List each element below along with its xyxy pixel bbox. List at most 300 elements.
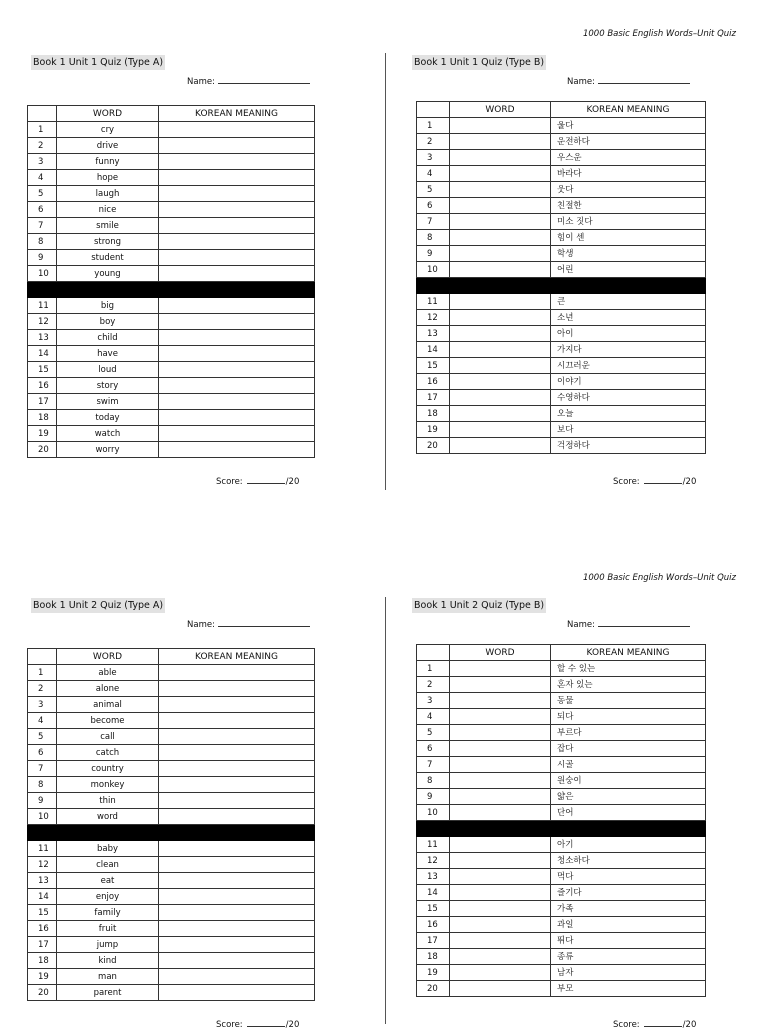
row-number: 1: [417, 661, 450, 677]
word-answer-cell[interactable]: [450, 773, 551, 789]
table-row: [417, 390, 706, 406]
row-number: 4: [417, 166, 450, 182]
table-row: [417, 310, 706, 326]
row-number: 7: [28, 761, 57, 777]
word-answer-cell[interactable]: [450, 853, 551, 869]
row-number: 9: [417, 246, 450, 262]
meaning-answer-cell[interactable]: [159, 362, 315, 378]
table-row: [28, 713, 315, 729]
korean-meaning-cell: 잡다: [551, 741, 706, 757]
row-number: 13: [417, 869, 450, 885]
row-number: 6: [28, 202, 57, 218]
korean-meaning-cell: 힘이 센: [551, 230, 706, 246]
word-answer-cell[interactable]: [450, 677, 551, 693]
row-number: 20: [417, 981, 450, 997]
word-cell: student: [57, 250, 159, 266]
row-number: 1: [28, 122, 57, 138]
table-row: [417, 262, 706, 278]
row-number: 14: [28, 346, 57, 362]
meaning-answer-cell[interactable]: [159, 841, 315, 857]
row-number: 9: [417, 789, 450, 805]
name-label: Name:: [567, 620, 595, 630]
column-divider-top: [385, 53, 386, 490]
quiz-unit1-type-b: [412, 55, 712, 495]
word-cell: call: [57, 729, 159, 745]
word-answer-cell[interactable]: [450, 757, 551, 773]
word-cell: parent: [57, 985, 159, 1001]
word-cell: drive: [57, 138, 159, 154]
row-number: 13: [28, 330, 57, 346]
header-korean-meaning: KOREAN MEANING: [159, 106, 315, 122]
meaning-answer-cell[interactable]: [159, 729, 315, 745]
table-row: [417, 661, 706, 677]
meaning-answer-cell[interactable]: [159, 697, 315, 713]
word-cell: cry: [57, 122, 159, 138]
table-row: [417, 741, 706, 757]
korean-meaning-cell: 즐기다: [551, 885, 706, 901]
row-number: 8: [417, 230, 450, 246]
word-answer-cell[interactable]: [450, 837, 551, 853]
meaning-answer-cell[interactable]: [159, 873, 315, 889]
table-row: [28, 985, 315, 1001]
table-row: [417, 342, 706, 358]
row-number: 7: [28, 218, 57, 234]
table-row: [28, 330, 315, 346]
quiz-title: Book 1 Unit 1 Quiz (Type B): [414, 57, 545, 68]
table-row: [28, 953, 315, 969]
table-row: [417, 949, 706, 965]
score-total: /20: [285, 1020, 300, 1030]
score-total: /20: [285, 477, 300, 487]
word-answer-cell[interactable]: [450, 422, 551, 438]
meaning-answer-cell[interactable]: [159, 937, 315, 953]
row-number: 15: [417, 901, 450, 917]
score-field[interactable]: [613, 475, 696, 487]
row-number: 17: [417, 390, 450, 406]
meaning-answer-cell[interactable]: [159, 154, 315, 170]
table-header-row: [417, 645, 706, 661]
row-number: 20: [417, 438, 450, 454]
meaning-answer-cell[interactable]: [159, 761, 315, 777]
table-row: [28, 905, 315, 921]
table-row: [28, 426, 315, 442]
row-number: 1: [417, 118, 450, 134]
row-number: 10: [417, 262, 450, 278]
word-cell: clean: [57, 857, 159, 873]
row-number: 18: [28, 410, 57, 426]
table-row: [28, 442, 315, 458]
table-row: [28, 218, 315, 234]
meaning-answer-cell[interactable]: [159, 330, 315, 346]
row-number: 10: [28, 266, 57, 282]
meaning-answer-cell[interactable]: [159, 809, 315, 825]
header-word: WORD: [450, 102, 551, 118]
name-label: Name:: [187, 620, 215, 630]
korean-meaning-cell: 가지다: [551, 342, 706, 358]
quiz-unit2-type-a: [31, 598, 321, 1030]
word-answer-cell[interactable]: [450, 214, 551, 230]
table-row: [417, 805, 706, 821]
quiz-title: Book 1 Unit 1 Quiz (Type A): [33, 57, 164, 68]
header-number: [417, 645, 450, 661]
word-cell: child: [57, 330, 159, 346]
word-answer-cell[interactable]: [450, 693, 551, 709]
meaning-answer-cell[interactable]: [159, 889, 315, 905]
word-cell: country: [57, 761, 159, 777]
table-row: [28, 122, 315, 138]
korean-meaning-cell: 뛰다: [551, 933, 706, 949]
korean-meaning-cell: 되다: [551, 709, 706, 725]
row-number: 2: [417, 134, 450, 150]
row-number: 3: [417, 693, 450, 709]
word-answer-cell[interactable]: [450, 374, 551, 390]
table-row: [28, 745, 315, 761]
korean-meaning-cell: 수영하다: [551, 390, 706, 406]
quiz-unit2-type-b: [412, 598, 712, 1030]
meaning-answer-cell[interactable]: [159, 905, 315, 921]
meaning-answer-cell[interactable]: [159, 122, 315, 138]
quiz-table: [416, 644, 706, 997]
score-field[interactable]: [613, 1018, 696, 1030]
page-header-top: 1000 Basic English Words–Unit Quiz: [582, 29, 736, 39]
table-row: [417, 709, 706, 725]
meaning-answer-cell[interactable]: [159, 394, 315, 410]
table-row: [28, 378, 315, 394]
score-blank-line[interactable]: [644, 475, 682, 484]
word-cell: man: [57, 969, 159, 985]
score-total: /20: [682, 477, 697, 487]
word-cell: funny: [57, 154, 159, 170]
meaning-answer-cell[interactable]: [159, 138, 315, 154]
word-cell: boy: [57, 314, 159, 330]
table-row: [28, 170, 315, 186]
meaning-answer-cell[interactable]: [159, 953, 315, 969]
row-number: 2: [28, 681, 57, 697]
korean-meaning-cell: 보다: [551, 422, 706, 438]
word-answer-cell[interactable]: [450, 885, 551, 901]
row-number: 18: [417, 949, 450, 965]
row-number: 9: [28, 250, 57, 266]
meaning-answer-cell[interactable]: [159, 410, 315, 426]
korean-meaning-cell: 소년: [551, 310, 706, 326]
table-row: [28, 921, 315, 937]
word-answer-cell[interactable]: [450, 198, 551, 214]
table-row: [417, 901, 706, 917]
table-row: [28, 346, 315, 362]
korean-meaning-cell: 바라다: [551, 166, 706, 182]
column-divider-bottom: [385, 597, 386, 1024]
table-row: [28, 697, 315, 713]
table-row: [417, 294, 706, 310]
table-row: [28, 937, 315, 953]
word-answer-cell[interactable]: [450, 901, 551, 917]
separator-bar: [28, 825, 315, 841]
meaning-answer-cell[interactable]: [159, 378, 315, 394]
korean-meaning-cell: 부모: [551, 981, 706, 997]
row-number: 5: [28, 186, 57, 202]
word-answer-cell[interactable]: [450, 789, 551, 805]
score-blank-line[interactable]: [247, 475, 285, 484]
table-row: [28, 298, 315, 314]
word-answer-cell[interactable]: [450, 406, 551, 422]
word-cell: swim: [57, 394, 159, 410]
korean-meaning-cell: 부르다: [551, 725, 706, 741]
table-row: [417, 374, 706, 390]
word-answer-cell[interactable]: [450, 262, 551, 278]
meaning-answer-cell[interactable]: [159, 314, 315, 330]
meaning-answer-cell[interactable]: [159, 218, 315, 234]
meaning-answer-cell[interactable]: [159, 266, 315, 282]
word-cell: today: [57, 410, 159, 426]
table-row: [28, 777, 315, 793]
header-number: [28, 106, 57, 122]
table-row: [417, 326, 706, 342]
korean-meaning-cell: 시골: [551, 757, 706, 773]
table-row: [28, 729, 315, 745]
korean-meaning-cell: 할 수 있는: [551, 661, 706, 677]
row-number: 17: [417, 933, 450, 949]
table-row: [28, 873, 315, 889]
word-answer-cell[interactable]: [450, 869, 551, 885]
word-cell: baby: [57, 841, 159, 857]
meaning-answer-cell[interactable]: [159, 713, 315, 729]
word-answer-cell[interactable]: [450, 390, 551, 406]
row-number: 16: [417, 917, 450, 933]
table-row: [28, 362, 315, 378]
word-answer-cell[interactable]: [450, 805, 551, 821]
header-word: WORD: [450, 645, 551, 661]
korean-meaning-cell: 동물: [551, 693, 706, 709]
separator-bar: [28, 282, 315, 298]
word-answer-cell[interactable]: [450, 294, 551, 310]
table-row: [417, 358, 706, 374]
row-number: 5: [417, 725, 450, 741]
row-number: 8: [417, 773, 450, 789]
header-word: WORD: [57, 649, 159, 665]
korean-meaning-cell: 이야기: [551, 374, 706, 390]
table-row: [28, 665, 315, 681]
korean-meaning-cell: 오늘: [551, 406, 706, 422]
row-number: 20: [28, 985, 57, 1001]
row-number: 16: [417, 374, 450, 390]
section-separator: [28, 282, 315, 298]
word-answer-cell[interactable]: [450, 725, 551, 741]
meaning-answer-cell[interactable]: [159, 969, 315, 985]
table-row: [417, 422, 706, 438]
row-number: 8: [28, 234, 57, 250]
word-cell: watch: [57, 426, 159, 442]
word-answer-cell[interactable]: [450, 150, 551, 166]
word-answer-cell[interactable]: [450, 981, 551, 997]
name-field[interactable]: [187, 618, 310, 630]
meaning-answer-cell[interactable]: [159, 234, 315, 250]
word-answer-cell[interactable]: [450, 741, 551, 757]
section-separator: [417, 278, 706, 294]
table-row: [28, 841, 315, 857]
meaning-answer-cell[interactable]: [159, 921, 315, 937]
word-cell: jump: [57, 937, 159, 953]
word-answer-cell[interactable]: [450, 949, 551, 965]
word-answer-cell[interactable]: [450, 438, 551, 454]
table-row: [28, 857, 315, 873]
table-row: [28, 186, 315, 202]
korean-meaning-cell: 아기: [551, 837, 706, 853]
word-answer-cell[interactable]: [450, 661, 551, 677]
row-number: 18: [417, 406, 450, 422]
word-answer-cell[interactable]: [450, 310, 551, 326]
meaning-answer-cell[interactable]: [159, 442, 315, 458]
name-label: Name:: [567, 77, 595, 87]
word-answer-cell[interactable]: [450, 965, 551, 981]
word-cell: laugh: [57, 186, 159, 202]
meaning-answer-cell[interactable]: [159, 186, 315, 202]
name-field[interactable]: [567, 75, 690, 87]
korean-meaning-cell: 시끄러운: [551, 358, 706, 374]
table-row: [28, 250, 315, 266]
row-number: 3: [28, 154, 57, 170]
meaning-answer-cell[interactable]: [159, 857, 315, 873]
table-row: [28, 394, 315, 410]
row-number: 14: [28, 889, 57, 905]
row-number: 19: [417, 422, 450, 438]
meaning-answer-cell[interactable]: [159, 298, 315, 314]
section-separator: [417, 821, 706, 837]
name-blank-line[interactable]: [598, 75, 690, 84]
table-row: [28, 681, 315, 697]
page-header-bottom: 1000 Basic English Words–Unit Quiz: [582, 573, 736, 583]
word-cell: able: [57, 665, 159, 681]
row-number: 4: [28, 170, 57, 186]
table-row: [417, 230, 706, 246]
word-cell: enjoy: [57, 889, 159, 905]
table-row: [417, 214, 706, 230]
korean-meaning-cell: 미소 짓다: [551, 214, 706, 230]
korean-meaning-cell: 학생: [551, 246, 706, 262]
korean-meaning-cell: 큰: [551, 294, 706, 310]
row-number: 12: [417, 853, 450, 869]
meaning-answer-cell[interactable]: [159, 346, 315, 362]
korean-meaning-cell: 우스운: [551, 150, 706, 166]
table-row: [417, 438, 706, 454]
meaning-answer-cell[interactable]: [159, 170, 315, 186]
word-cell: eat: [57, 873, 159, 889]
score-total: /20: [682, 1020, 697, 1030]
korean-meaning-cell: 남자: [551, 965, 706, 981]
word-answer-cell[interactable]: [450, 917, 551, 933]
score-field[interactable]: [216, 1018, 299, 1030]
section-separator: [28, 825, 315, 841]
word-answer-cell[interactable]: [450, 182, 551, 198]
word-answer-cell[interactable]: [450, 118, 551, 134]
table-row: [417, 693, 706, 709]
korean-meaning-cell: 걱정하다: [551, 438, 706, 454]
word-answer-cell[interactable]: [450, 933, 551, 949]
name-blank-line[interactable]: [598, 618, 690, 627]
meaning-answer-cell[interactable]: [159, 202, 315, 218]
separator-bar: [417, 278, 706, 294]
table-row: [28, 809, 315, 825]
table-row: [417, 789, 706, 805]
korean-meaning-cell: 어린: [551, 262, 706, 278]
row-number: 15: [28, 905, 57, 921]
meaning-answer-cell[interactable]: [159, 250, 315, 266]
word-answer-cell[interactable]: [450, 230, 551, 246]
name-label: Name:: [187, 77, 215, 87]
row-number: 13: [417, 326, 450, 342]
name-field[interactable]: [567, 618, 690, 630]
quiz-table: [27, 105, 315, 458]
row-number: 11: [28, 841, 57, 857]
score-blank-line[interactable]: [644, 1018, 682, 1027]
word-answer-cell[interactable]: [450, 246, 551, 262]
meaning-answer-cell[interactable]: [159, 777, 315, 793]
word-answer-cell[interactable]: [450, 134, 551, 150]
word-answer-cell[interactable]: [450, 358, 551, 374]
row-number: 19: [28, 426, 57, 442]
header-word: WORD: [57, 106, 159, 122]
meaning-answer-cell[interactable]: [159, 985, 315, 1001]
name-field[interactable]: [187, 75, 310, 87]
header-korean-meaning: KOREAN MEANING: [551, 102, 706, 118]
meaning-answer-cell[interactable]: [159, 426, 315, 442]
separator-bar: [417, 821, 706, 837]
row-number: 6: [417, 198, 450, 214]
table-row: [417, 837, 706, 853]
quiz-table: [27, 648, 315, 1001]
korean-meaning-cell: 운전하다: [551, 134, 706, 150]
table-row: [28, 138, 315, 154]
word-answer-cell[interactable]: [450, 326, 551, 342]
quiz-table: [416, 101, 706, 454]
row-number: 2: [28, 138, 57, 154]
row-number: 15: [417, 358, 450, 374]
quiz-title: Book 1 Unit 2 Quiz (Type A): [33, 600, 164, 611]
score-blank-line[interactable]: [247, 1018, 285, 1027]
word-cell: have: [57, 346, 159, 362]
word-answer-cell[interactable]: [450, 342, 551, 358]
name-blank-line[interactable]: [218, 618, 310, 627]
row-number: 11: [417, 837, 450, 853]
table-row: [417, 885, 706, 901]
table-row: [417, 725, 706, 741]
meaning-answer-cell[interactable]: [159, 793, 315, 809]
korean-meaning-cell: 먹다: [551, 869, 706, 885]
row-number: 10: [28, 809, 57, 825]
word-cell: hope: [57, 170, 159, 186]
table-row: [28, 761, 315, 777]
table-row: [417, 933, 706, 949]
row-number: 19: [28, 969, 57, 985]
word-cell: big: [57, 298, 159, 314]
score-field[interactable]: [216, 475, 299, 487]
meaning-answer-cell[interactable]: [159, 681, 315, 697]
table-row: [417, 406, 706, 422]
meaning-answer-cell[interactable]: [159, 665, 315, 681]
korean-meaning-cell: 웃다: [551, 182, 706, 198]
name-blank-line[interactable]: [218, 75, 310, 84]
row-number: 14: [417, 342, 450, 358]
word-cell: become: [57, 713, 159, 729]
word-answer-cell[interactable]: [450, 709, 551, 725]
word-answer-cell[interactable]: [450, 166, 551, 182]
row-number: 11: [28, 298, 57, 314]
word-cell: word: [57, 809, 159, 825]
row-number: 17: [28, 394, 57, 410]
meaning-answer-cell[interactable]: [159, 745, 315, 761]
header-korean-meaning: KOREAN MEANING: [551, 645, 706, 661]
row-number: 18: [28, 953, 57, 969]
table-row: [28, 154, 315, 170]
